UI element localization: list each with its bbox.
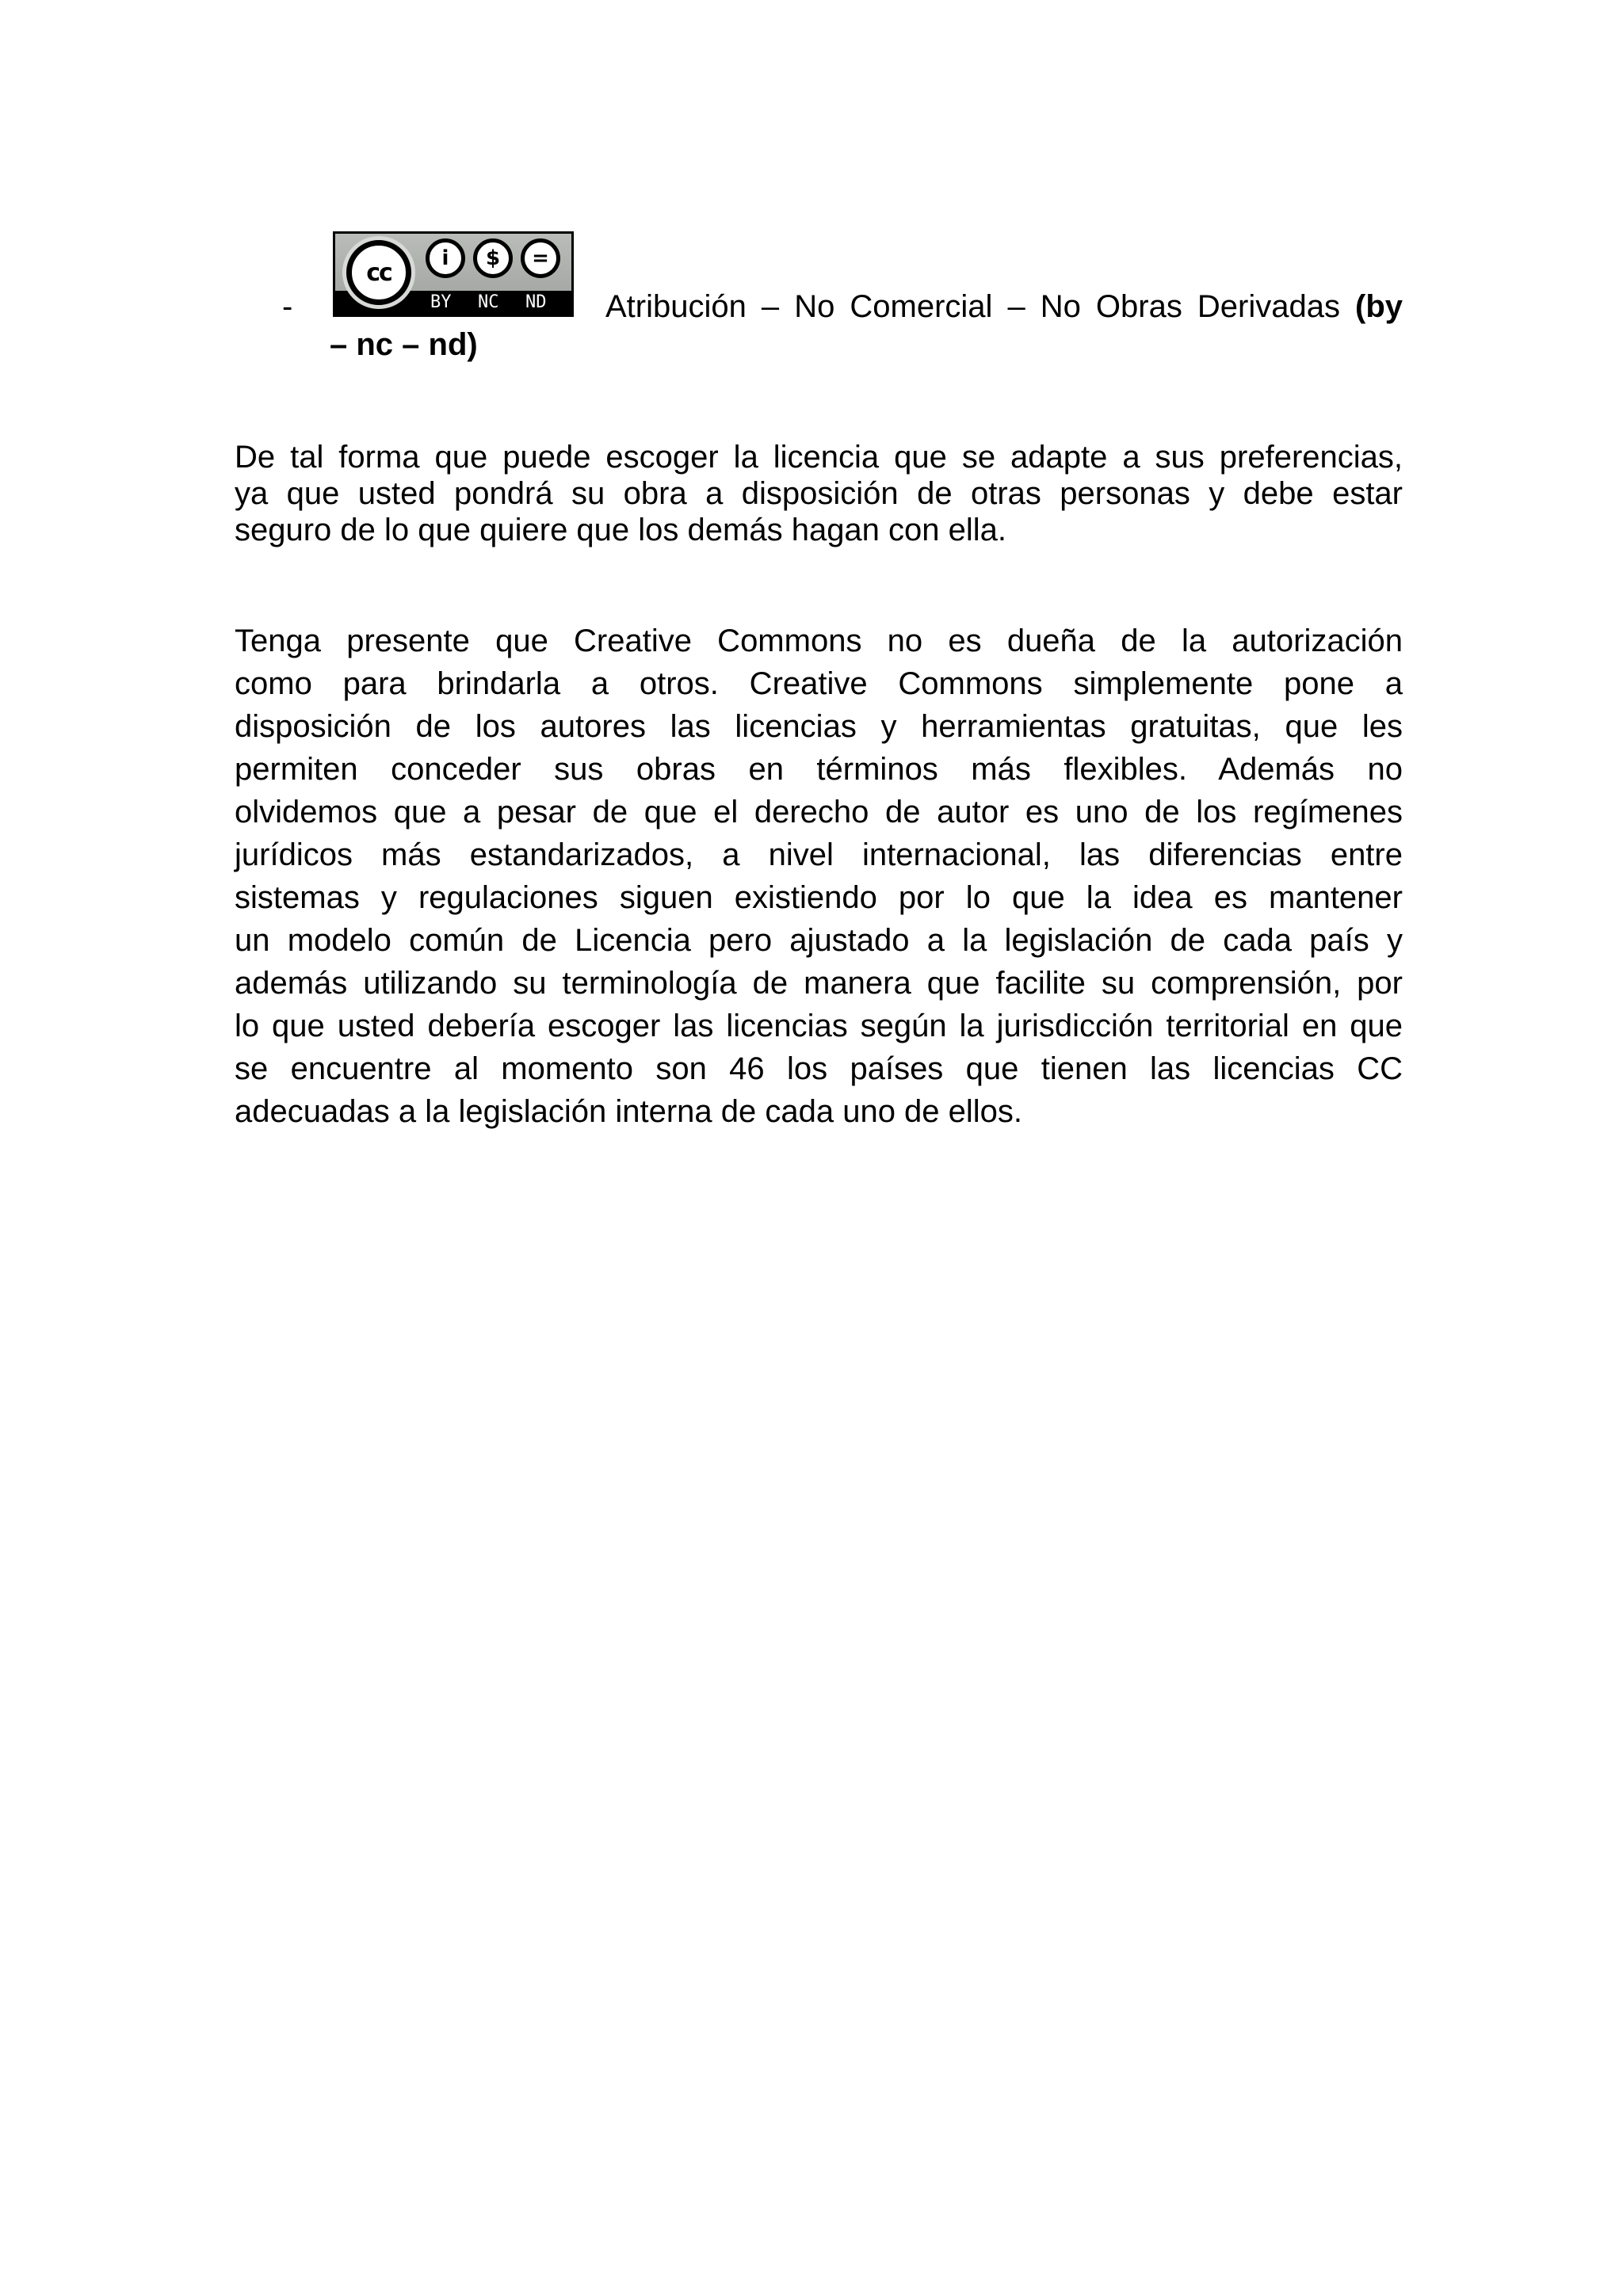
noncommercial-icon: $ <box>473 238 513 278</box>
text-line: permiten conceder sus obras en términos más flexibles. Además no <box>235 752 1403 787</box>
badge-label-by: BY <box>430 292 452 312</box>
text-line: Tenga presente que Creative Commons no es dueña de la autorización <box>235 624 1403 658</box>
text-line: adecuadas a la legislación interna de cada uno de ellos. <box>235 1094 1023 1129</box>
text-line: como para brindarla a otros. Creative Commons simplemente pone a <box>235 666 1403 701</box>
text-line: lo que usted debería escoger las licencias según la jurisdicción territorial en que <box>235 1009 1403 1043</box>
attribution-icon: i <box>426 238 465 278</box>
creative-commons-icon: cc <box>346 240 411 305</box>
text-line: olvidemos que a pesar de que el derecho de autor es uno de los regímenes <box>235 795 1403 830</box>
text-line: además utilizando su terminología de manera que facilite su comprensión, por <box>235 966 1403 1001</box>
text-line: ya que usted pondrá su obra a disposición de otras personas y debe estar <box>235 476 1403 511</box>
text-line: seguro de lo que quiere que los demás hagan con ella. <box>235 513 1007 547</box>
badge-label-nd: ND <box>525 292 547 312</box>
noderivatives-icon: = <box>521 238 560 278</box>
license-title-text: Atribución – No Comercial – No Obras Derivadas <box>605 289 1340 324</box>
text-line: se encuentre al momento son 46 los países que tienen las licencias CC <box>235 1051 1403 1086</box>
license-code-open: (by <box>1355 289 1403 324</box>
text-line: De tal forma que puede escoger la licencia que se adapte a sus preferencias, <box>235 440 1403 475</box>
badge-label-nc: NC <box>478 292 499 312</box>
list-bullet: - <box>282 289 293 324</box>
text-line: jurídicos más estandarizados, a nivel internacional, las diferencias entre <box>235 837 1403 872</box>
text-line: sistemas y regulaciones siguen existiendo por lo que la idea es mantener <box>235 880 1403 915</box>
text-line: un modelo común de Licencia pero ajustado a la legislación de cada país y <box>235 923 1403 958</box>
license-title <box>605 288 1403 325</box>
cc-by-nc-nd-badge <box>333 231 574 317</box>
license-code-close: – nc – nd) <box>330 327 478 362</box>
text-line: disposición de los autores las licencias y herramientas gratuitas, que les <box>235 709 1403 744</box>
